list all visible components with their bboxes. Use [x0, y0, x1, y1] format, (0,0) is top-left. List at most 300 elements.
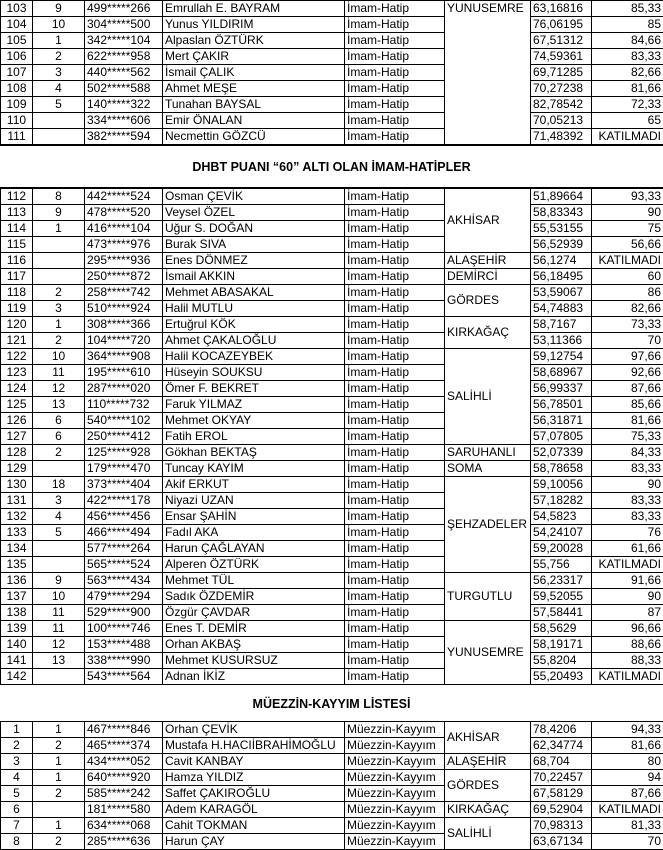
score-2: 80 — [592, 754, 663, 770]
row-number: 116 — [1, 253, 33, 269]
score-1: 57,58441 — [531, 605, 592, 621]
position-type: İmam-Hatip — [345, 333, 445, 349]
table-row — [1, 770, 663, 786]
position-type: İmam-Hatip — [345, 349, 445, 365]
position-type: İmam-Hatip — [345, 285, 445, 301]
candidate-name: Ömer F. BEKRET — [163, 381, 345, 397]
row-number: 141 — [1, 653, 33, 669]
score-2: 85,33 — [592, 1, 663, 17]
rank-number: 4 — [33, 509, 85, 525]
candidate-name: İsmail ÇALIK — [163, 65, 345, 81]
position-type: İmam-Hatip — [345, 573, 445, 589]
table-row — [1, 269, 663, 285]
score-2: 81,66 — [592, 81, 663, 97]
score-1: 53,59067 — [531, 285, 592, 301]
table-row — [1, 221, 663, 237]
row-number: 130 — [1, 477, 33, 493]
score-1: 71,48392 — [531, 129, 592, 145]
masked-id: 565*****524 — [85, 557, 163, 573]
candidate-table-muezzin — [0, 721, 663, 850]
district-label: SALİHLİ — [445, 349, 531, 445]
rank-number: 9 — [33, 573, 85, 589]
position-type: İmam-Hatip — [345, 17, 445, 33]
masked-id: 250*****412 — [85, 429, 163, 445]
masked-id: 577*****264 — [85, 541, 163, 557]
table-row — [1, 113, 663, 129]
rank-number: 1 — [33, 317, 85, 333]
score-2: 83,33 — [592, 49, 663, 65]
row-number: 131 — [1, 493, 33, 509]
candidate-name: Tunahan BAYSAL — [163, 97, 345, 113]
rank-number: 2 — [33, 738, 85, 754]
rank-number — [33, 461, 85, 477]
row-number: 114 — [1, 221, 33, 237]
row-number: 137 — [1, 589, 33, 605]
candidate-name: Mehmet OKYAY — [163, 413, 345, 429]
position-type: Müezzin-Kayyım — [345, 722, 445, 738]
score-1: 56,23317 — [531, 573, 592, 589]
candidate-name: Özgür ÇAVDAR — [163, 605, 345, 621]
row-number: 128 — [1, 445, 33, 461]
table-row — [1, 429, 663, 445]
row-number: 135 — [1, 557, 33, 573]
rank-number — [33, 669, 85, 685]
score-2: 83,33 — [592, 461, 663, 477]
masked-id: 140*****322 — [85, 97, 163, 113]
score-1: 58,78658 — [531, 461, 592, 477]
table-row — [1, 754, 663, 770]
score-1: 57,07805 — [531, 429, 592, 445]
score-2: 87 — [592, 605, 663, 621]
position-type: İmam-Hatip — [345, 445, 445, 461]
position-type: İmam-Hatip — [345, 525, 445, 541]
rank-number: 1 — [33, 33, 85, 49]
rank-number: 9 — [33, 205, 85, 221]
masked-id: 416*****104 — [85, 221, 163, 237]
position-type: Müezzin-Kayyım — [345, 770, 445, 786]
score-1: 67,51312 — [531, 33, 592, 49]
score-2: KATILMADI — [592, 802, 663, 818]
score-1: 56,52939 — [531, 237, 592, 253]
row-number: 117 — [1, 269, 33, 285]
masked-id: 100*****746 — [85, 621, 163, 637]
table-row — [1, 397, 663, 413]
rank-number: 5 — [33, 525, 85, 541]
district-label: ALAŞEHİR — [445, 253, 531, 269]
masked-id: 466*****494 — [85, 525, 163, 541]
score-1: 54,24107 — [531, 525, 592, 541]
score-2: 83,33 — [592, 493, 663, 509]
row-number: 120 — [1, 317, 33, 333]
row-number: 129 — [1, 461, 33, 477]
row-number: 136 — [1, 573, 33, 589]
score-1: 63,67134 — [531, 834, 592, 850]
table-row — [1, 541, 663, 557]
rank-number: 1 — [33, 818, 85, 834]
rank-number — [33, 253, 85, 269]
row-number: 142 — [1, 669, 33, 685]
district-label: ALAŞEHİR — [445, 754, 531, 770]
score-1: 63,16816 — [531, 1, 592, 17]
position-type: İmam-Hatip — [345, 413, 445, 429]
rank-number: 10 — [33, 17, 85, 33]
rank-number: 6 — [33, 429, 85, 445]
table-row — [1, 237, 663, 253]
district-label: TURGUTLU — [445, 573, 531, 621]
table-row — [1, 786, 663, 802]
row-number: 123 — [1, 365, 33, 381]
row-number: 121 — [1, 333, 33, 349]
masked-id: 585*****242 — [85, 786, 163, 802]
row-number: 124 — [1, 381, 33, 397]
candidate-name: Sadık ÖZDEMİR — [163, 589, 345, 605]
candidate-name: Mert ÇAKIR — [163, 49, 345, 65]
masked-id: 195*****610 — [85, 365, 163, 381]
score-1: 69,71285 — [531, 65, 592, 81]
masked-id: 478*****520 — [85, 205, 163, 221]
score-2: 94 — [592, 770, 663, 786]
score-1: 70,05213 — [531, 113, 592, 129]
score-2: KATILMADI — [592, 557, 663, 573]
rank-number: 6 — [33, 413, 85, 429]
candidate-name: Hamza YILDIZ — [163, 770, 345, 786]
table-row — [1, 97, 663, 113]
row-number: 8 — [1, 834, 33, 850]
section-title-dhbt: DHBT PUANI “60” ALTI OLAN İMAM-HATİPLER — [192, 160, 471, 174]
masked-id: 295*****936 — [85, 253, 163, 269]
rank-number: 1 — [33, 770, 85, 786]
score-2: 90 — [592, 205, 663, 221]
table-row — [1, 301, 663, 317]
score-2: KATILMADI — [592, 669, 663, 685]
table-row — [1, 17, 663, 33]
score-1: 59,12754 — [531, 349, 592, 365]
table-row — [1, 381, 663, 397]
score-1: 56,99337 — [531, 381, 592, 397]
position-type: İmam-Hatip — [345, 49, 445, 65]
rank-number: 11 — [33, 605, 85, 621]
candidate-name: İsmail AKKIN — [163, 269, 345, 285]
masked-id: 287*****020 — [85, 381, 163, 397]
table-row — [1, 461, 663, 477]
rank-number: 8 — [33, 189, 85, 205]
score-2: 84,66 — [592, 33, 663, 49]
masked-id: 465*****374 — [85, 738, 163, 754]
masked-id: 440*****562 — [85, 65, 163, 81]
rank-number: 2 — [33, 445, 85, 461]
score-2: 75 — [592, 221, 663, 237]
score-2: 88,66 — [592, 637, 663, 653]
candidate-name: Yunus YILDIRIM — [163, 17, 345, 33]
table-row — [1, 818, 663, 834]
table-row — [1, 589, 663, 605]
candidate-name: Orhan ÇEVİK — [163, 722, 345, 738]
table-row — [1, 129, 663, 145]
candidate-name: Adnan İKİZ — [163, 669, 345, 685]
rank-number: 10 — [33, 589, 85, 605]
candidate-name: Faruk YILMAZ — [163, 397, 345, 413]
row-number: 7 — [1, 818, 33, 834]
score-2: 60 — [592, 269, 663, 285]
candidate-name: Enes T. DEMİR — [163, 621, 345, 637]
score-2: 73,33 — [592, 317, 663, 333]
district-label: SARUHANLI — [445, 445, 531, 461]
table-row — [1, 525, 663, 541]
row-number: 4 — [1, 770, 33, 786]
rank-number: 10 — [33, 349, 85, 365]
table-row — [1, 333, 663, 349]
masked-id: 479*****294 — [85, 589, 163, 605]
district-label: KIRKAĞAÇ — [445, 317, 531, 349]
candidate-name: Adem KARAGÖL — [163, 802, 345, 818]
table-row — [1, 669, 663, 685]
position-type: Müezzin-Kayyım — [345, 754, 445, 770]
masked-id: 529*****900 — [85, 605, 163, 621]
candidate-name: Cavit KANBAY — [163, 754, 345, 770]
position-type: İmam-Hatip — [345, 461, 445, 477]
score-1: 59,10056 — [531, 477, 592, 493]
score-1: 55,53155 — [531, 221, 592, 237]
position-type: Müezzin-Kayyım — [345, 802, 445, 818]
score-1: 74,59361 — [531, 49, 592, 65]
rank-number — [33, 802, 85, 818]
candidate-name: Saffet ÇAKIROĞLU — [163, 786, 345, 802]
row-number: 2 — [1, 738, 33, 754]
table-row — [1, 653, 663, 669]
score-1: 70,27238 — [531, 81, 592, 97]
score-2: 90 — [592, 477, 663, 493]
table-row — [1, 81, 663, 97]
position-type: İmam-Hatip — [345, 493, 445, 509]
position-type: İmam-Hatip — [345, 33, 445, 49]
candidate-name: Ahmet ÇAKALOĞLU — [163, 333, 345, 349]
masked-id: 125*****928 — [85, 445, 163, 461]
candidate-name: Cahit TOKMAN — [163, 818, 345, 834]
masked-id: 342*****104 — [85, 33, 163, 49]
row-number: 108 — [1, 81, 33, 97]
candidate-name: Burak SIVA — [163, 237, 345, 253]
position-type: İmam-Hatip — [345, 589, 445, 605]
rank-number: 2 — [33, 786, 85, 802]
candidate-name: Ensar ŞAHİN — [163, 509, 345, 525]
row-number: 112 — [1, 189, 33, 205]
table-row — [1, 65, 663, 81]
masked-id: 499*****266 — [85, 1, 163, 17]
score-2: 65 — [592, 113, 663, 129]
masked-id: 422*****178 — [85, 493, 163, 509]
rank-number — [33, 541, 85, 557]
candidate-name: Mehmet ABASAKAL — [163, 285, 345, 301]
score-1: 59,52055 — [531, 589, 592, 605]
district-label: SALİHLİ — [445, 818, 531, 850]
score-2: 86 — [592, 285, 663, 301]
masked-id: 110*****732 — [85, 397, 163, 413]
score-1: 57,18282 — [531, 493, 592, 509]
score-2: 90 — [592, 589, 663, 605]
position-type: Müezzin-Kayyım — [345, 818, 445, 834]
position-type: İmam-Hatip — [345, 301, 445, 317]
position-type: İmam-Hatip — [345, 429, 445, 445]
candidate-name: Orhan AKBAŞ — [163, 637, 345, 653]
table-row — [1, 349, 663, 365]
masked-id: 104*****720 — [85, 333, 163, 349]
position-type: İmam-Hatip — [345, 477, 445, 493]
table-row — [1, 738, 663, 754]
table-row — [1, 573, 663, 589]
rank-number: 2 — [33, 49, 85, 65]
masked-id: 338*****990 — [85, 653, 163, 669]
rank-number: 12 — [33, 381, 85, 397]
district-label: YUNUSEMRE — [445, 1, 531, 145]
score-1: 52,07339 — [531, 445, 592, 461]
masked-id: 334*****606 — [85, 113, 163, 129]
masked-id: 382*****594 — [85, 129, 163, 145]
table-row — [1, 722, 663, 738]
table-row — [1, 317, 663, 333]
masked-id: 373*****404 — [85, 477, 163, 493]
score-1: 58,68967 — [531, 365, 592, 381]
row-number: 111 — [1, 129, 33, 145]
candidate-name: Necmettin GÖZCÜ — [163, 129, 345, 145]
score-2: 83,33 — [592, 509, 663, 525]
candidate-name: Halil MUTLU — [163, 301, 345, 317]
table-row — [1, 189, 663, 205]
position-type: İmam-Hatip — [345, 237, 445, 253]
table-row — [1, 509, 663, 525]
score-1: 56,1274 — [531, 253, 592, 269]
position-type: İmam-Hatip — [345, 97, 445, 113]
score-1: 76,06195 — [531, 17, 592, 33]
rank-number — [33, 113, 85, 129]
row-number: 113 — [1, 205, 33, 221]
district-label: GÖRDES — [445, 770, 531, 802]
row-number: 110 — [1, 113, 33, 129]
masked-id: 563*****434 — [85, 573, 163, 589]
table-row — [1, 1, 663, 17]
candidate-table-top — [0, 0, 663, 145]
masked-id: 308*****366 — [85, 317, 163, 333]
score-2: 56,66 — [592, 237, 663, 253]
table-row — [1, 605, 663, 621]
score-1: 55,20493 — [531, 669, 592, 685]
position-type: İmam-Hatip — [345, 381, 445, 397]
row-number: 127 — [1, 429, 33, 445]
position-type: İmam-Hatip — [345, 397, 445, 413]
row-number: 5 — [1, 786, 33, 802]
rank-number — [33, 237, 85, 253]
row-number: 109 — [1, 97, 33, 113]
row-number: 104 — [1, 17, 33, 33]
score-1: 53,11366 — [531, 333, 592, 349]
candidate-name: Mehmet TÜL — [163, 573, 345, 589]
candidate-name: Enes DÖNMEZ — [163, 253, 345, 269]
table-row — [1, 205, 663, 221]
score-1: 56,18495 — [531, 269, 592, 285]
masked-id: 543*****564 — [85, 669, 163, 685]
rank-number: 11 — [33, 365, 85, 381]
score-2: 70 — [592, 333, 663, 349]
score-2: 87,66 — [592, 786, 663, 802]
table-row — [1, 253, 663, 269]
masked-id: 179*****470 — [85, 461, 163, 477]
row-number: 139 — [1, 621, 33, 637]
score-1: 78,4206 — [531, 722, 592, 738]
masked-id: 622*****958 — [85, 49, 163, 65]
score-1: 58,7167 — [531, 317, 592, 333]
position-type: İmam-Hatip — [345, 65, 445, 81]
row-number: 115 — [1, 237, 33, 253]
score-1: 51,89664 — [531, 189, 592, 205]
masked-id: 640*****920 — [85, 770, 163, 786]
row-number: 103 — [1, 1, 33, 17]
score-2: 85 — [592, 17, 663, 33]
position-type: İmam-Hatip — [345, 129, 445, 145]
table-row — [1, 621, 663, 637]
table-row — [1, 557, 663, 573]
candidate-name: Veysel ÖZEL — [163, 205, 345, 221]
score-1: 56,31871 — [531, 413, 592, 429]
candidate-name: Emir ÖNALAN — [163, 113, 345, 129]
table-row — [1, 445, 663, 461]
masked-id: 456*****456 — [85, 509, 163, 525]
score-2: 88,33 — [592, 653, 663, 669]
masked-id: 467*****846 — [85, 722, 163, 738]
score-1: 82,78542 — [531, 97, 592, 113]
rank-number — [33, 129, 85, 145]
candidate-name: Ahmet MEŞE — [163, 81, 345, 97]
candidate-name: Uğur S. DOĞAN — [163, 221, 345, 237]
score-1: 54,74883 — [531, 301, 592, 317]
score-2: 70 — [592, 834, 663, 850]
score-1: 59,20028 — [531, 541, 592, 557]
row-number: 6 — [1, 802, 33, 818]
candidate-name: Hüseyin SOUKSU — [163, 365, 345, 381]
score-1: 56,78501 — [531, 397, 592, 413]
rank-number: 2 — [33, 285, 85, 301]
candidate-name: Halil KOCAZEYBEK — [163, 349, 345, 365]
score-2: 93,33 — [592, 189, 663, 205]
position-type: Müezzin-Kayyım — [345, 738, 445, 754]
row-number: 3 — [1, 754, 33, 770]
position-type: İmam-Hatip — [345, 269, 445, 285]
rank-number: 2 — [33, 333, 85, 349]
masked-id: 510*****924 — [85, 301, 163, 317]
row-number: 122 — [1, 349, 33, 365]
table-row — [1, 33, 663, 49]
rank-number: 4 — [33, 81, 85, 97]
score-1: 69,52904 — [531, 802, 592, 818]
position-type: İmam-Hatip — [345, 621, 445, 637]
position-type: İmam-Hatip — [345, 541, 445, 557]
district-label: AKHİSAR — [445, 722, 531, 754]
score-2: 97,66 — [592, 349, 663, 365]
position-type: İmam-Hatip — [345, 221, 445, 237]
rank-number: 9 — [33, 1, 85, 17]
position-type: Müezzin-Kayyım — [345, 834, 445, 850]
position-type: İmam-Hatip — [345, 509, 445, 525]
candidate-name: Emrullah E. BAYRAM — [163, 1, 345, 17]
district-label: GÖRDES — [445, 285, 531, 317]
candidate-name: Mustafa H.HACIİBRAHİMOĞLU — [163, 738, 345, 754]
masked-id: 634*****068 — [85, 818, 163, 834]
score-2: 92,66 — [592, 365, 663, 381]
position-type: İmam-Hatip — [345, 605, 445, 621]
district-label: YUNUSEMRE — [445, 621, 531, 685]
score-2: 94,33 — [592, 722, 663, 738]
row-number: 138 — [1, 605, 33, 621]
score-1: 55,756 — [531, 557, 592, 573]
score-1: 70,98313 — [531, 818, 592, 834]
